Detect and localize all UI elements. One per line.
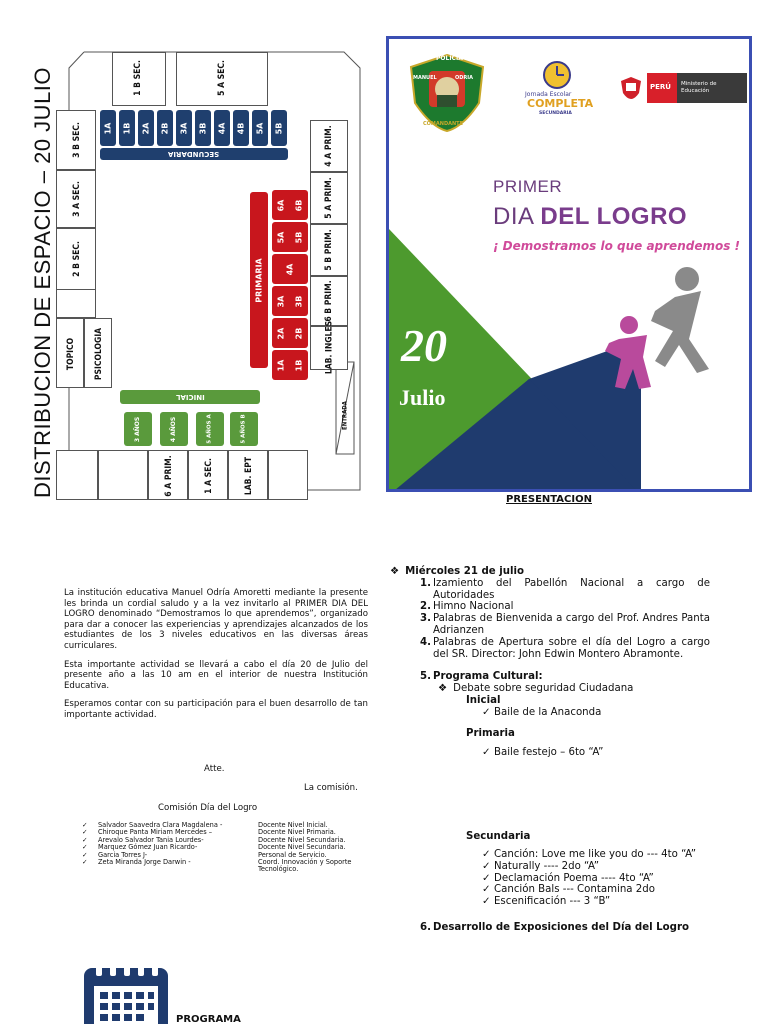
program-item: 1. Izamiento del Pabellón Nacional a cargo de Autoridades bbox=[420, 577, 710, 601]
secundaria-item: ✓ Declamación Poema ---- 4to “A” bbox=[482, 872, 654, 884]
member-item: ✓ Chiroque Panta Miriam Mercedes – Docente Nivel Primaria. bbox=[82, 828, 336, 837]
program-day: ❖ Miércoles 21 de julio bbox=[390, 566, 524, 577]
block-prim-1: 1A 1B bbox=[272, 350, 308, 380]
secundaria-item: ✓ Canción: Love me like you do --- 4to “A” bbox=[482, 848, 697, 860]
floor-plan bbox=[14, 40, 364, 500]
room-topico: TOPICO bbox=[56, 318, 84, 388]
atte: Atte. bbox=[204, 764, 225, 774]
jec-line3: SECUNDARIA bbox=[539, 111, 572, 116]
room-3a-sec: 3 A SEC. bbox=[56, 170, 96, 228]
room-1b-sec: 1 B SEC. bbox=[112, 52, 166, 106]
signature-comision: La comisión. bbox=[304, 783, 358, 793]
block-sec: 4B bbox=[233, 110, 249, 146]
program-item-exposiciones: 6. Desarrollo de Exposiciones del Día del Logro bbox=[420, 921, 689, 933]
room-6b-prim: 6 B PRIM. bbox=[310, 276, 348, 326]
room-3b-sec: 3 B SEC. bbox=[56, 110, 96, 170]
peru-coat-of-arms-icon bbox=[619, 75, 643, 101]
shield-text-left: MANUEL bbox=[413, 75, 437, 81]
room-bottom-1 bbox=[56, 450, 98, 500]
member-item: ✓ Marquez Gómez Juan Ricardo- Docente Nivel Secundaria. bbox=[82, 843, 346, 852]
program-section bbox=[390, 566, 710, 934]
member-item: ✓ Zeta Miranda Jorge Darwin - Coord. Innovación y Soporte Tecnológico. bbox=[82, 858, 352, 874]
program-list bbox=[420, 578, 710, 661]
jec-line2: COMPLETA bbox=[527, 97, 594, 110]
debate-item: ❖ Debate sobre seguridad Ciudadana bbox=[438, 683, 634, 695]
member-item: ✓ Salvador Saavedra Clara Magdalena - Docente Nivel Inicial. bbox=[82, 821, 328, 829]
room-bottom-6 bbox=[268, 450, 308, 500]
block-sec: 5B bbox=[271, 110, 287, 146]
block-sec: 1A bbox=[100, 110, 116, 146]
block-inicial: 3 AÑOS bbox=[124, 412, 152, 446]
event-poster bbox=[386, 36, 752, 492]
secundaria-bar: SECUNDARIA bbox=[100, 148, 288, 160]
room-lab-ept: LAB. EPT bbox=[228, 450, 268, 500]
poster-day: 20 bbox=[401, 320, 447, 371]
room-6a-prim: 6 A PRIM. bbox=[148, 450, 188, 500]
block-prim-2: 2A 2B bbox=[272, 318, 308, 348]
secundaria-item: ✓ Naturally ---- 2do “A” bbox=[482, 860, 599, 872]
block-prim-5: 5A 5B bbox=[272, 222, 308, 252]
block-sec: 2B bbox=[157, 110, 173, 146]
shield-text-right: ODRIA bbox=[455, 75, 473, 81]
block-inicial: 5 AÑOS B bbox=[230, 412, 258, 446]
block-sec: 4A bbox=[214, 110, 230, 146]
room-4a-prim: 4 A PRIM. bbox=[310, 120, 348, 172]
level-secundaria: Secundaria bbox=[466, 831, 531, 843]
poster-dia-del-logro: DIA DEL LOGRO bbox=[493, 203, 688, 230]
shield-text-top: POLICIA bbox=[436, 55, 463, 62]
presentacion-heading: PRESENTACION bbox=[506, 494, 592, 505]
program-item: 2. Himno Nacional bbox=[420, 601, 514, 613]
primaria-item: ✓ Baile festejo – 6to “A” bbox=[482, 747, 604, 759]
block-sec: 2A bbox=[138, 110, 154, 146]
room-5a-prim: 5 A PRIM. bbox=[310, 172, 348, 224]
poster-subtitle: ¡ Demostramos lo que aprendemos ! bbox=[493, 239, 741, 253]
entrada-label: ENTRADA bbox=[341, 401, 349, 430]
member-item: ✓ Garcia Torres J- Personal de Servicio. bbox=[82, 850, 327, 859]
block-prim-3: 3A 3B bbox=[272, 286, 308, 316]
block-sec: 3B bbox=[195, 110, 211, 146]
room-2b-sec: 2 B SEC. bbox=[56, 228, 96, 290]
members-list bbox=[82, 822, 372, 874]
room-lab-ingles: LAB. INGLES bbox=[310, 326, 348, 370]
program-list-5 bbox=[420, 671, 710, 683]
peru-badge: PERÚ bbox=[647, 73, 677, 103]
primaria-bar: PRIMARIA bbox=[250, 192, 268, 368]
block-prim-4: 4A bbox=[272, 254, 308, 284]
block-inicial: 5 AÑOS A bbox=[196, 412, 224, 446]
inicial-item: ✓ Baile de la Anaconda bbox=[482, 706, 602, 718]
intro-paragraph: La institución educativa Manuel Odría Amoretti mediante la presente les brinda un cordial saludo y a la vez invitarlo al PRIMER DIA DEL LOGRO denominado “Demostramos lo que aprendemos”, organizado para dar a conocer las experiencias y aprendizajes alcanzados de los estudiantes de los 3 niveles educativos en las diversas áreas curriculares. bbox=[64, 588, 368, 651]
room-2a-sec-bottom bbox=[56, 290, 96, 318]
secundaria-item: ✓ Escenificación --- 3 “B” bbox=[482, 896, 611, 908]
room-1a-sec: 1 A SEC. bbox=[188, 450, 228, 500]
room-5a-sec: 5 A SEC. bbox=[176, 52, 268, 106]
intro-letter bbox=[64, 588, 368, 729]
program-item: 4. Palabras de Apertura sobre el día del Logro a cargo del SR. Director: John Edwin Montero Abramonte. bbox=[420, 636, 710, 660]
level-primaria: Primaria bbox=[466, 727, 515, 739]
secundaria-item: ✓ Canción Bals --- Contamina 2do bbox=[482, 884, 655, 896]
comision-title: Comisión Día del Logro bbox=[158, 803, 258, 813]
block-inicial: 4 AÑOS bbox=[160, 412, 188, 446]
member-item: ✓ Arevalo Salvador Tania Lourdes- Docente Nivel Secundaria. bbox=[82, 835, 346, 844]
intro-paragraph: Esta importante actividad se llevará a cabo el día 20 de Julio del presente año a las 10 am en el interior de nuestra Institución Educativa. bbox=[64, 659, 368, 691]
room-bottom-2 bbox=[98, 450, 148, 500]
poster-primer: PRIMER bbox=[493, 177, 563, 196]
program-list-6 bbox=[420, 922, 710, 934]
block-sec: 1B bbox=[119, 110, 135, 146]
block-sec: 5A bbox=[252, 110, 268, 146]
block-prim-6: 6A 6B bbox=[272, 190, 308, 220]
block-sec: 3A bbox=[176, 110, 192, 146]
intro-paragraph: Esperamos contar con su participación para el buen desarrollo de tan importante actividad. bbox=[64, 699, 368, 720]
plan-title: DISTRIBUCION DE ESPACIO – 20 JULIO bbox=[30, 66, 55, 498]
room-5b-prim: 5 B PRIM. bbox=[310, 224, 348, 276]
program-item: 3. Palabras de Bienvenida a cargo del Prof. Andres Panta Adrianzen bbox=[420, 613, 710, 636]
calendar-icon bbox=[82, 958, 170, 1024]
poster-month: Julio bbox=[399, 385, 446, 410]
shield-text-bottom: COMANDANTE bbox=[423, 121, 463, 127]
inicial-bar: INICIAL bbox=[120, 390, 260, 404]
room-psicologia: PSICOLOGIA bbox=[84, 318, 112, 388]
level-inicial: Inicial bbox=[466, 694, 501, 706]
program-item-cultural: 5. Programa Cultural: bbox=[420, 671, 543, 683]
programa-label: PROGRAMA bbox=[176, 1014, 241, 1024]
jec-line1: Jornada Escolar bbox=[525, 91, 572, 98]
ministerio-badge: Ministerio de Educación bbox=[677, 73, 747, 103]
